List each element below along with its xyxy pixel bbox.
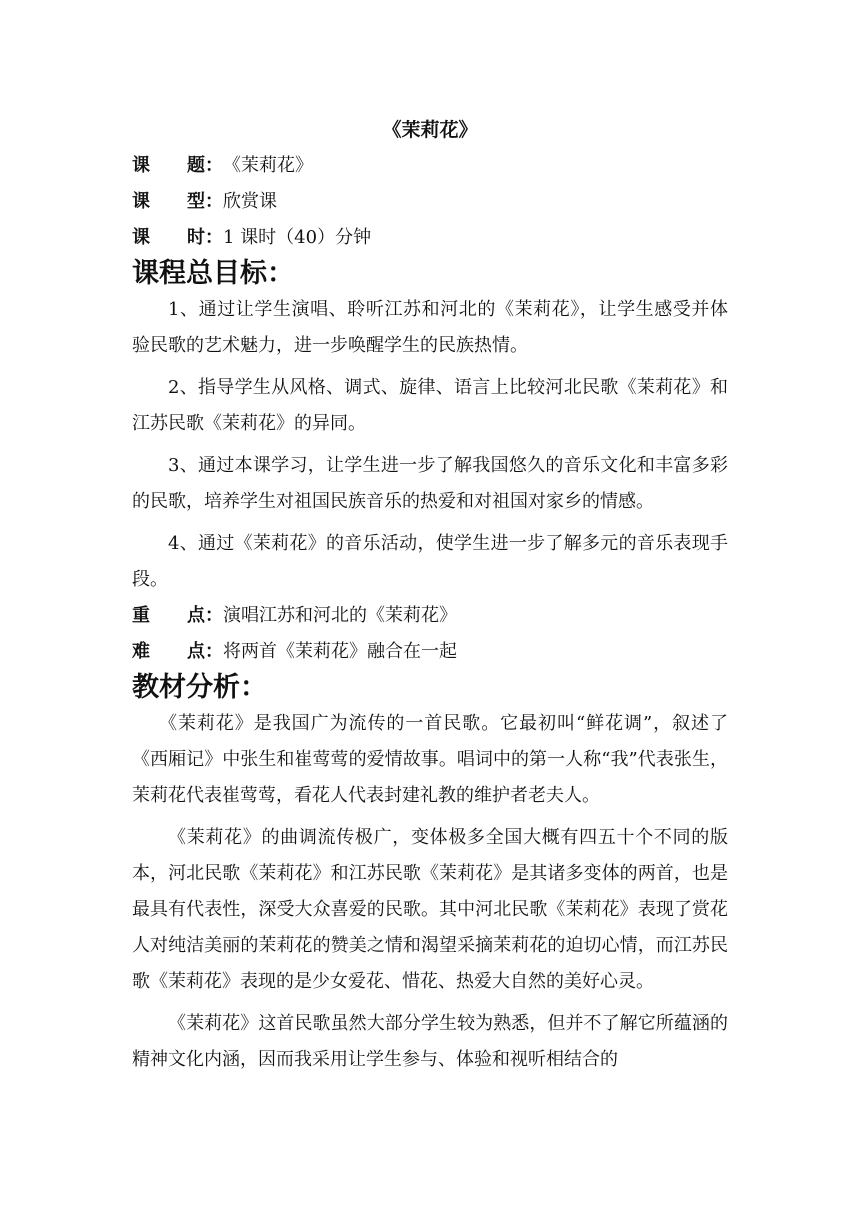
analysis-paragraph-1: 《茉莉花》是我国广为流传的一首民歌。它最初叫“鲜花调”，叙述了《西厢记》中张生和崔莺莺的爱情故事。唱词中的第一人称“我”代表张生，茉莉花代表崔莺莺，看花人代表封建礼教的维护者老夫人。 (132, 713, 728, 806)
field-label: 重 点 (132, 605, 205, 626)
document-body (132, 112, 728, 1078)
field-label: 课 型 (132, 191, 205, 212)
field-label: 课 题 (132, 155, 205, 176)
field-difficulty: 难 点 ： 将两首《茉莉花》融合在一起 (132, 634, 728, 670)
analysis-paragraph-2: 《茉莉花》的曲调流传极广，变体极多全国大概有四五十个不同的版本，河北民歌《茉莉花》和江苏民歌《茉莉花》是其诸多变体的两首，也是最具有代表性，深受大众喜爱的民歌。其中河北民歌《茉莉花》表现了赏花人对纯洁美丽的茉莉花的赞美之情和渴望采摘茉莉花的迫切心情，而江苏民歌《茉莉花》表现的是少女爱花、惜花、热爱大自然的美好心灵。 (132, 827, 728, 992)
analysis-paragraph-3: 《茉莉花》这首民歌虽然大部分学生较为熟悉，但并不了解它所蕴涵的精神文化内涵，因而我采用让学生参与、体验和视听相结合的 (132, 1013, 728, 1070)
goal-paragraph-2: 2、指导学生从风格、调式、旋律、语言上比较河北民歌《茉莉花》和江苏民歌《茉莉花》的异同。 (132, 377, 728, 434)
field-value: 1 课时（40）分钟 (223, 227, 372, 248)
field-label: 难 点 (132, 641, 205, 662)
goal-paragraph-4: 4、通过《茉莉花》的音乐活动，使学生进一步了解多元的音乐表现手段。 (132, 533, 728, 590)
field-value: 《茉莉花》 (223, 155, 313, 176)
goal-paragraph-3: 3、通过本课学习，让学生进一步了解我国悠久的音乐文化和丰富多彩的民歌，培养学生对祖国民族音乐的热爱和对祖国对家乡的情感。 (132, 455, 728, 512)
goals-heading: 课程总目标： (132, 258, 294, 289)
field-value: 欣赏课 (223, 191, 277, 212)
field-duration: 课 时 ： 1 课时（40）分钟 (132, 220, 728, 256)
field-label: 课 时 (132, 227, 205, 248)
field-type: 课 型 ： 欣赏课 (132, 184, 728, 220)
document-title: 《茉莉花》 (382, 119, 478, 141)
field-value: 演唱江苏和河北的《茉莉花》 (223, 605, 457, 626)
field-topic: 课 题 ： 《茉莉花》 (132, 148, 728, 184)
goal-paragraph-1: 1、通过让学生演唱、聆听江苏和河北的《茉莉花》，让学生感受并体验民歌的艺术魅力，进一步唤醒学生的民族热情。 (132, 299, 728, 356)
field-key-point: 重 点 ： 演唱江苏和河北的《茉莉花》 (132, 598, 728, 634)
field-value: 将两首《茉莉花》融合在一起 (223, 641, 457, 662)
analysis-heading: 教材分析： (132, 672, 267, 703)
